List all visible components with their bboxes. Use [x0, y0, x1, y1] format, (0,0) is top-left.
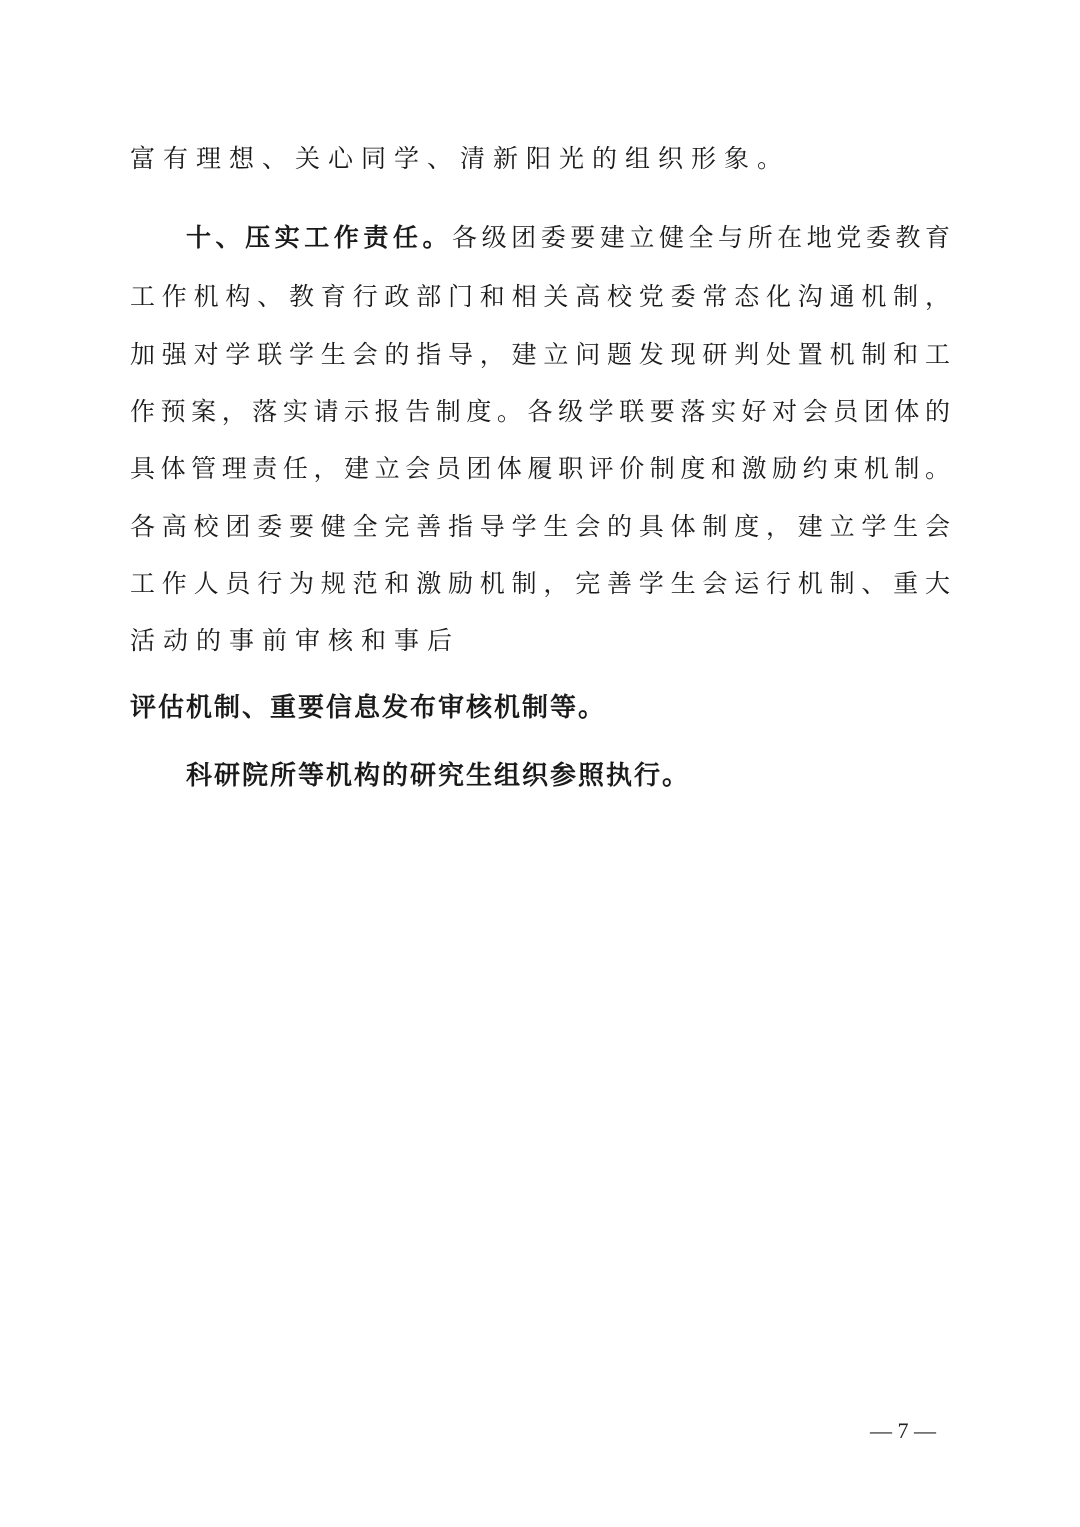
line-text: 评估机制、重要信息发布审核机制等。: [130, 693, 607, 723]
paragraph-line: [186, 221, 950, 255]
paragraph-line: [130, 691, 950, 725]
page-number: — 7 —: [870, 1418, 936, 1443]
paragraph-line: [130, 338, 950, 372]
section-heading: 十、压实工作责任。: [186, 223, 453, 252]
paragraph-line: [130, 624, 950, 658]
line-text: 各高校团委要健全完善指导学生会的具体制度，建立学生会: [130, 512, 950, 541]
line-text: 工作机构、教育行政部门和相关高校党委常态化沟通机制，: [130, 282, 950, 311]
paragraph-line: [130, 567, 950, 601]
line-text: 活动的事前审核和事后: [130, 626, 461, 655]
line-text: 加强对学联学生会的指导，建立问题发现研判处置机制和工: [130, 340, 950, 369]
paragraph-line: [130, 510, 950, 544]
line-text: 各级团委要建立健全与所在地党委教育: [452, 223, 950, 252]
line-text: 工作人员行为规范和激励机制，完善学生会运行机制、重大: [130, 569, 950, 598]
paragraph-line: [130, 395, 950, 429]
paragraph-line: [130, 280, 950, 314]
line-text: 富有理想、关心同学、清新阳光的组织形象。: [130, 144, 791, 173]
line-text: 科研院所等机构的研究生组织参照执行。: [186, 761, 691, 791]
paragraph-line: [130, 142, 950, 176]
line-text: 具体管理责任，建立会员团体履职评价制度和激励约束机制。: [130, 454, 950, 483]
paragraph-line: [186, 759, 1006, 793]
line-text: 作预案，落实请示报告制度。各级学联要落实好对会员团体的: [130, 397, 950, 426]
paragraph-line: [130, 452, 950, 486]
